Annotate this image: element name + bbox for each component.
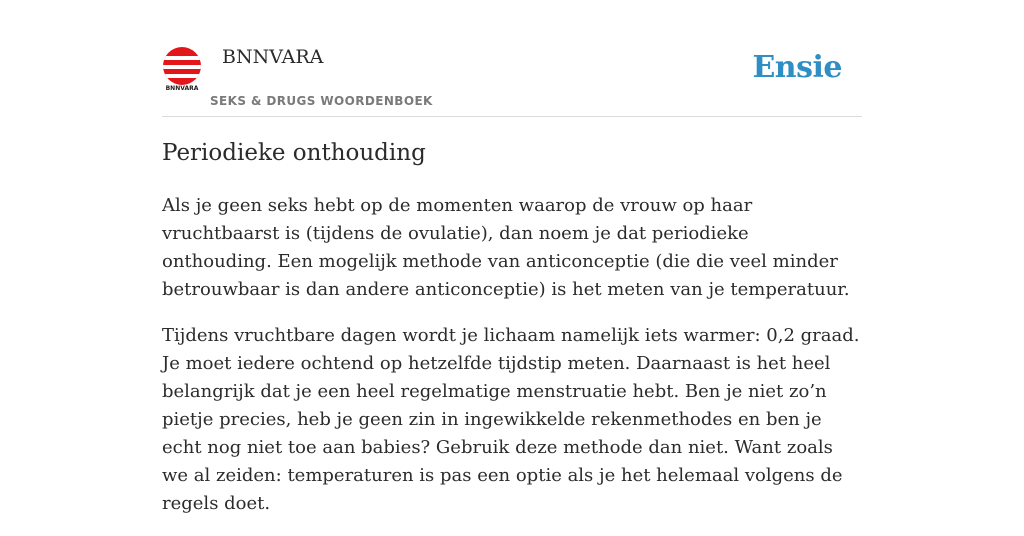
brand-name[interactable]: BNNVARA (222, 46, 324, 68)
ensie-logo[interactable]: Ensie (752, 50, 842, 85)
logo-text: BNNVARA (165, 85, 199, 92)
article-body (162, 192, 862, 536)
bnnvara-logo-icon[interactable] (162, 46, 202, 92)
page-title: Periodieke onthouding (162, 140, 426, 166)
paragraph: Tijdens vruchtbare dagen wordt je lichaam namelijk iets warmer: 0,2 graad. Je moet iedere ochtend op hetzelfde tijdstip meten. Daarnaast is het heel belangrijk dat je een heel regelmatige menstruatie hebt. Ben je niet zo’n pietje precies, heb je geen zin in ingewikkelde rekenmethodes en ben je echt nog niet toe aan babies? Gebruik deze methode dan niet. Want zoals we al zeiden: temperaturen is pas een optie als je het helemaal volgens de regels doet. (162, 325, 860, 514)
paragraph: Als je geen seks hebt op de momenten waarop de vrouw op haar vruchtbaarst is (tijdens de ovulatie), dan noem je dat periodieke onthouding. Een mogelijk methode van anticonceptie (die die veel minder betrouwbaar is dan andere anticonceptie) is het meten van je temperatuur. (162, 195, 850, 300)
dictionary-subtitle[interactable]: SEKS & DRUGS WOORDENBOEK (210, 94, 433, 108)
header (162, 0, 862, 117)
